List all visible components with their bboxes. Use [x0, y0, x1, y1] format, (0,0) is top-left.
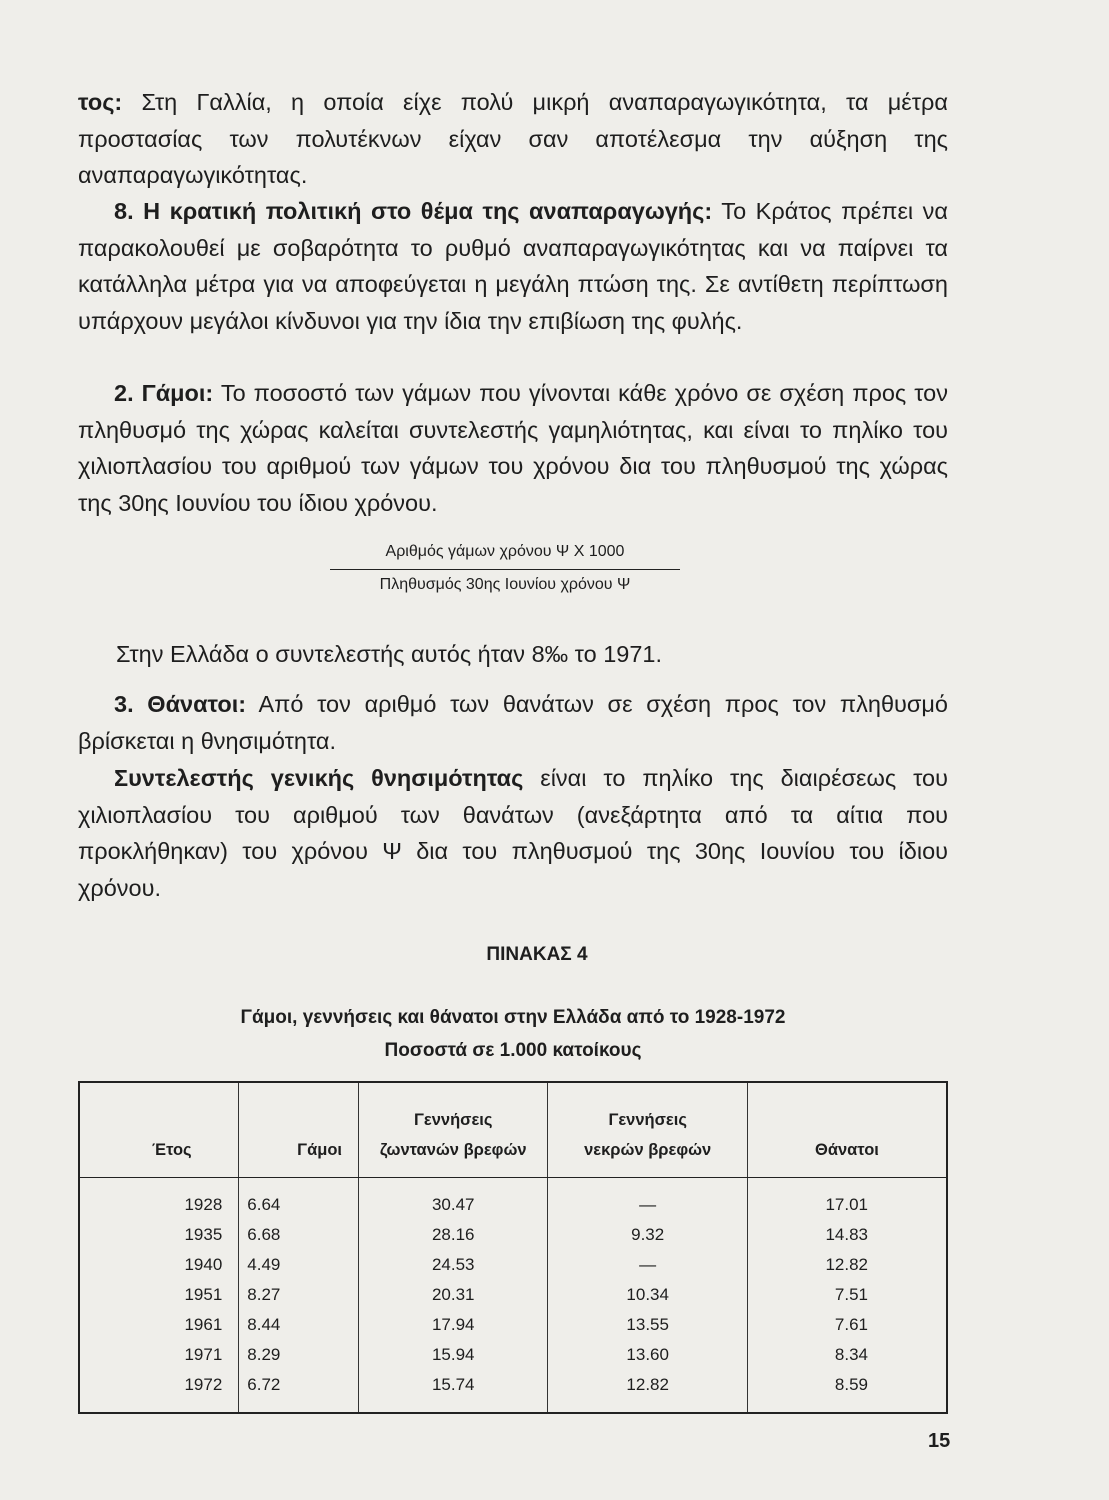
cell-marriages: 4.49: [239, 1250, 359, 1280]
cell-marriages: 6.68: [239, 1220, 359, 1250]
header-marriages: Γάμοι: [239, 1082, 359, 1178]
paragraph-text: Το Κράτος πρέπει να παρακολουθεί με σοβαρότητα το ρυθμό αναπαραγωγικότητας και να παίρνει τα κατάλληλα μέτρα για να αποφεύγεται η μεγάλη πτώση της. Σε αντίθετη περίπτωση υπάρχουν μεγάλοι κίνδυνοι για την ίδια την επιβίωση της φυλής.: [78, 198, 948, 334]
header-year: Έτος: [79, 1082, 239, 1178]
cell-deaths: 17.01: [747, 1178, 947, 1221]
table-row: [79, 1310, 947, 1340]
paragraph-greece-rate: [116, 636, 948, 673]
table-title: Γάμοι, γεννήσεις και θάνατοι στην Ελλάδα από το 1928-1972: [240, 1007, 786, 1028]
header-stillbirths: [548, 1082, 747, 1178]
header-deaths: Θάνατοι: [747, 1082, 947, 1178]
header-stillbirths-line1: Γεννήσεις: [608, 1111, 687, 1129]
cell-live-births: 28.16: [359, 1220, 548, 1250]
paragraph-france: [78, 84, 948, 194]
cell-marriages: 6.64: [239, 1178, 359, 1221]
cell-marriages: 8.27: [239, 1280, 359, 1310]
cell-deaths: 8.59: [747, 1370, 947, 1413]
table-header-row: [79, 1082, 947, 1178]
cell-live-births: 17.94: [359, 1310, 548, 1340]
cell-stillbirths: —: [548, 1178, 747, 1221]
table-subtitle: Ποσοστά σε 1.000 κατοίκους: [384, 1040, 642, 1061]
cell-deaths: 7.51: [747, 1280, 947, 1310]
paragraph-heading: 8. Η κρατική πολιτική στο θέμα της αναπαραγωγής:: [114, 198, 713, 224]
header-live-births-line1: Γεννήσεις: [414, 1111, 493, 1129]
cell-stillbirths: 9.32: [548, 1220, 747, 1250]
table-row: [79, 1370, 947, 1413]
cell-year: 1972: [79, 1370, 239, 1413]
cell-year: 1971: [79, 1340, 239, 1370]
cell-year: 1951: [79, 1280, 239, 1310]
cell-live-births: 20.31: [359, 1280, 548, 1310]
paragraph-heading: 2. Γάμοι:: [114, 380, 214, 406]
paragraph-lead: τος:: [78, 89, 123, 115]
table-label: ΠΙΝΑΚΑΣ 4: [486, 944, 588, 965]
cell-year: 1961: [79, 1310, 239, 1340]
cell-year: 1935: [79, 1220, 239, 1250]
cell-year: 1940: [79, 1250, 239, 1280]
cell-stillbirths: 12.82: [548, 1370, 747, 1413]
cell-live-births: 15.74: [359, 1370, 548, 1413]
formula-numerator: Αριθμός γάμων χρόνου Ψ X 1000: [330, 543, 680, 570]
paragraph-text: Το ποσοστό των γάμων που γίνονται κάθε χρόνο σε σχέση προς τον πληθυσμό της χώρας καλείται συντελεστής γαμηλιότητας, και είναι το πηλίκο του χιλιοπλασίου του αριθμού των γάμων του χρόνου δια του πληθυσμού της χώρας της 30ης Ιουνίου του ίδιου χρόνου.: [78, 380, 948, 516]
table-row: [79, 1250, 947, 1280]
cell-marriages: 8.44: [239, 1310, 359, 1340]
paragraph-heading: 3. Θάνατοι:: [114, 691, 247, 717]
cell-deaths: 12.82: [747, 1250, 947, 1280]
formula-denominator: Πληθυσμός 30ης Ιουνίου χρόνου Ψ: [379, 576, 631, 593]
table-row: [79, 1178, 947, 1221]
cell-stillbirths: 13.60: [548, 1340, 747, 1370]
page-number: 15: [928, 1430, 951, 1452]
cell-year: 1928: [79, 1178, 239, 1221]
header-live-births-line2: ζωντανών βρεφών: [379, 1141, 527, 1159]
table-row: [79, 1340, 947, 1370]
cell-deaths: 14.83: [747, 1220, 947, 1250]
paragraph-text: Στην Ελλάδα ο συντελεστής αυτός ήταν 8‰ το 1971.: [116, 641, 663, 667]
table-row: [79, 1280, 947, 1310]
cell-deaths: 7.61: [747, 1310, 947, 1340]
paragraph-mortality-rate: [78, 760, 948, 906]
paragraph-text: Στη Γαλλία, η οποία είχε πολύ μικρή αναπαραγωγικότητα, τα μέτρα προστασίας των πολυτέκνων είχαν σαν αποτέλεσμα την αύξηση της αναπαραγωγικότητας.: [78, 89, 948, 188]
demographics-table: [78, 1081, 948, 1414]
header-stillbirths-line2: νεκρών βρεφών: [584, 1141, 712, 1159]
term-definition: Συντελεστής γενικής θνησιμότητας: [114, 765, 524, 791]
paragraph-deaths: [78, 686, 948, 759]
table-row: [79, 1220, 947, 1250]
cell-stillbirths: 10.34: [548, 1280, 747, 1310]
cell-live-births: 30.47: [359, 1178, 548, 1221]
paragraph-marriages: [78, 375, 948, 521]
paragraph-state-policy: [78, 193, 948, 339]
paragraph-text: είναι το πηλίκο της διαιρέσεως του χιλιοπλασίου του αριθμού των θανάτων (ανεξάρτητα από τα αίτια που προκλήθηκαν) του χρόνου Ψ δια του πληθυσμού της 30ης Ιουνίου του ίδιου χρόνου.: [78, 765, 948, 901]
marriage-rate-formula: [330, 543, 680, 594]
cell-stillbirths: —: [548, 1250, 747, 1280]
cell-stillbirths: 13.55: [548, 1310, 747, 1340]
cell-live-births: 15.94: [359, 1340, 548, 1370]
cell-marriages: 8.29: [239, 1340, 359, 1370]
cell-marriages: 6.72: [239, 1370, 359, 1413]
paragraph-text: Από τον αριθμό των θανάτων σε σχέση προς τον πληθυσμό βρίσκεται η θνησιμότητα.: [78, 691, 948, 754]
header-live-births: [359, 1082, 548, 1178]
cell-deaths: 8.34: [747, 1340, 947, 1370]
cell-live-births: 24.53: [359, 1250, 548, 1280]
